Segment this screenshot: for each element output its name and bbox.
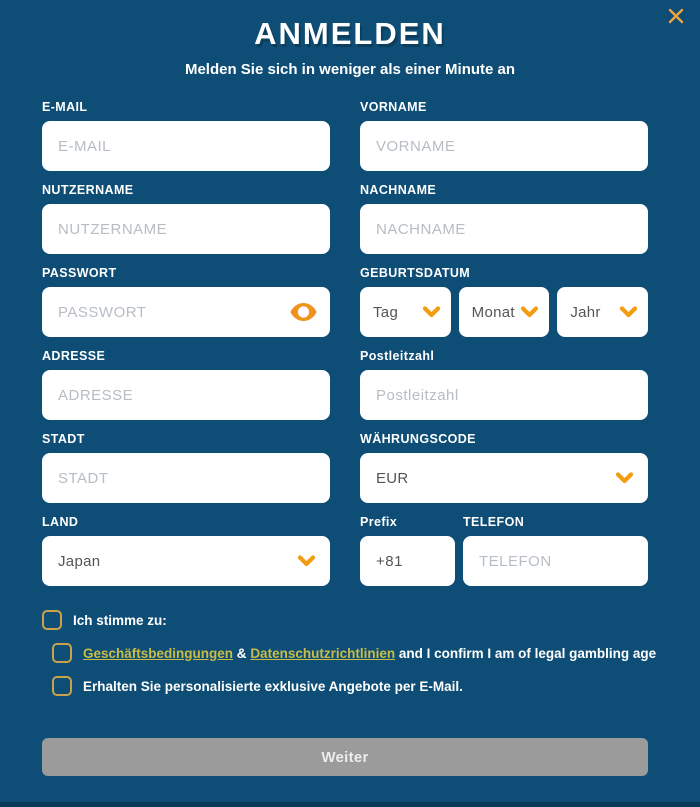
agree-row bbox=[42, 610, 658, 630]
stadt-field[interactable] bbox=[42, 453, 330, 503]
postleitzahl-field[interactable] bbox=[360, 370, 648, 420]
telefon-label: TELEFON bbox=[463, 515, 525, 529]
email-group bbox=[42, 100, 330, 171]
stadt-group bbox=[42, 432, 330, 503]
prefix-group bbox=[360, 515, 455, 586]
eye-icon bbox=[290, 303, 317, 321]
land-select-value: Japan bbox=[58, 552, 101, 570]
nachname-field[interactable] bbox=[360, 204, 648, 254]
waehrungscode-group bbox=[360, 432, 648, 503]
land-label: LAND bbox=[42, 515, 79, 529]
form-row-6 bbox=[42, 515, 648, 586]
prefix-label: Prefix bbox=[360, 515, 398, 529]
waehrungscode-select[interactable] bbox=[360, 453, 648, 503]
prefix-field[interactable] bbox=[360, 536, 455, 586]
offers-checkbox[interactable] bbox=[52, 676, 72, 696]
chevron-down-icon bbox=[619, 306, 638, 318]
vorname-group bbox=[360, 100, 648, 171]
close-icon bbox=[667, 7, 685, 25]
terms-link[interactable]: Geschäftsbedingungen bbox=[83, 645, 234, 661]
chevron-down-icon bbox=[297, 555, 316, 567]
telefon-group bbox=[360, 515, 648, 586]
terms-suffix: and I confirm I am of legal gambling age bbox=[398, 645, 657, 661]
terms-checkbox[interactable] bbox=[52, 643, 72, 663]
passwort-group bbox=[42, 266, 330, 337]
nachname-group bbox=[360, 183, 648, 254]
nutzername-label: NUTZERNAME bbox=[42, 183, 134, 197]
signup-form bbox=[42, 100, 648, 586]
close-button[interactable] bbox=[665, 5, 687, 27]
postleitzahl-group bbox=[360, 349, 648, 420]
passwort-label: PASSWORT bbox=[42, 266, 117, 280]
terms-label bbox=[83, 644, 656, 663]
privacy-link[interactable]: Datenschutzrichtlinien bbox=[250, 645, 396, 661]
password-visibility-toggle[interactable] bbox=[290, 303, 317, 321]
tag-select-value: Tag bbox=[373, 303, 399, 321]
waehrungscode-label: WÄHRUNGSCODE bbox=[360, 432, 476, 446]
adresse-field[interactable] bbox=[42, 370, 330, 420]
phone-row bbox=[360, 515, 648, 586]
tag-select[interactable] bbox=[360, 287, 451, 337]
terms-row bbox=[52, 643, 658, 663]
adresse-group bbox=[42, 349, 330, 420]
bottom-edge-divider bbox=[0, 802, 700, 807]
geburtsdatum-group bbox=[360, 266, 648, 337]
agree-label: Ich stimme zu: bbox=[73, 612, 167, 628]
nutzername-field[interactable] bbox=[42, 204, 330, 254]
form-row-5 bbox=[42, 432, 648, 503]
stadt-label: STADT bbox=[42, 432, 85, 446]
monat-select[interactable] bbox=[459, 287, 550, 337]
adresse-label: ADRESSE bbox=[42, 349, 106, 363]
geburtsdatum-label: GEBURTSDATUM bbox=[360, 266, 471, 280]
form-row-2 bbox=[42, 183, 648, 254]
passwort-wrap bbox=[42, 287, 330, 337]
amp-text: & bbox=[236, 645, 247, 661]
land-select[interactable] bbox=[42, 536, 330, 586]
consent-section bbox=[42, 610, 658, 696]
geburtsdatum-selects bbox=[360, 287, 648, 337]
nutzername-group bbox=[42, 183, 330, 254]
chevron-down-icon bbox=[422, 306, 441, 318]
chevron-down-icon bbox=[615, 472, 634, 484]
weiter-button[interactable]: Weiter bbox=[42, 738, 648, 776]
modal-header bbox=[0, 0, 700, 78]
form-row-3 bbox=[42, 266, 648, 337]
offers-row bbox=[52, 676, 658, 696]
telefon-field[interactable] bbox=[463, 536, 648, 586]
nachname-label: NACHNAME bbox=[360, 183, 437, 197]
waehrungscode-select-value: EUR bbox=[376, 469, 409, 487]
monat-select-value: Monat bbox=[471, 303, 515, 321]
jahr-select[interactable] bbox=[557, 287, 648, 337]
form-row-1 bbox=[42, 100, 648, 171]
email-field[interactable] bbox=[42, 121, 330, 171]
page-subtitle: Melden Sie sich in weniger als einer Minute an bbox=[184, 61, 516, 78]
vorname-field[interactable] bbox=[360, 121, 648, 171]
telefon-subgroup bbox=[463, 515, 648, 586]
passwort-field[interactable] bbox=[42, 287, 330, 337]
email-label: E-MAIL bbox=[42, 100, 88, 114]
vorname-label: VORNAME bbox=[360, 100, 427, 114]
page-title: ANMELDEN bbox=[254, 16, 446, 51]
offers-label: Erhalten Sie personalisierte exklusive Angebote per E-Mail. bbox=[83, 678, 463, 694]
land-group bbox=[42, 515, 330, 586]
agree-checkbox[interactable] bbox=[42, 610, 62, 630]
form-row-4 bbox=[42, 349, 648, 420]
jahr-select-value: Jahr bbox=[570, 303, 601, 321]
chevron-down-icon bbox=[520, 306, 539, 318]
postleitzahl-label: Postleitzahl bbox=[360, 349, 435, 363]
